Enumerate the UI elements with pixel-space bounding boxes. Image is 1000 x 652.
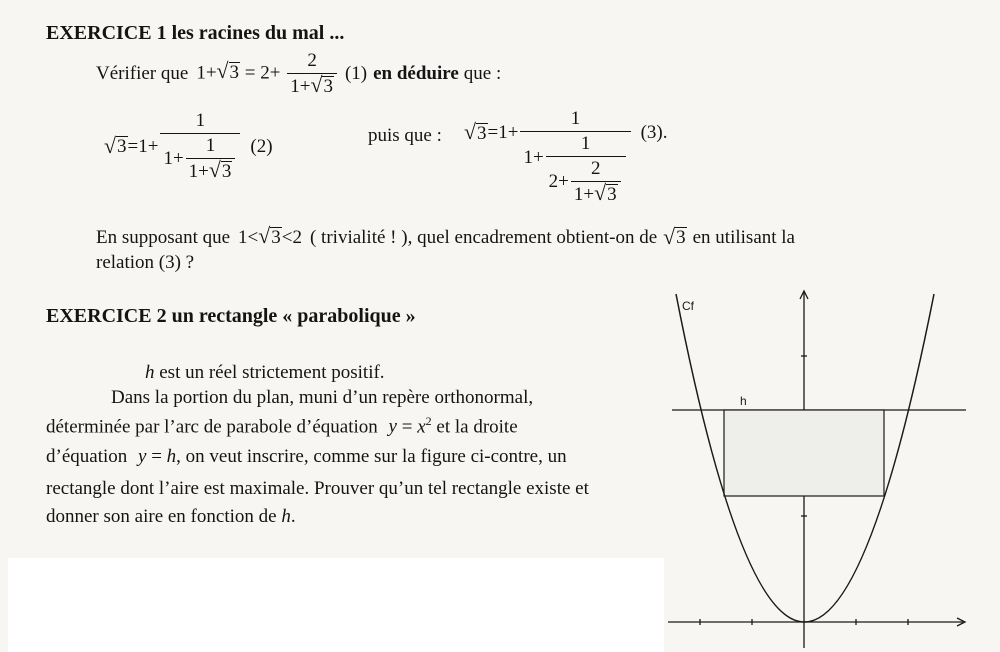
- curve-label: Cf: [682, 299, 694, 313]
- deduce-rest: que :: [463, 63, 502, 84]
- exercise-2-line-4: d’équation y = h, on veut inscrire, comme sur la figure ci-contre, un: [46, 446, 567, 467]
- formula-1: 1+ √ 3 = 2+ 2 1+ √ 3: [196, 50, 339, 98]
- deduce-bold: en déduire: [373, 63, 459, 84]
- formula-3: √ 3 = 1 + 1 1 + 1 2 + 2 1+ √ 3 (3).: [464, 108, 668, 205]
- exercise-1-question-line-2: relation (3) ?: [96, 252, 195, 273]
- h-label: h: [740, 394, 747, 408]
- exercise-1-question-line-1: En supposant que 1< √ 3 <2 ( trivialité ! ), quel encadrement obtient-on de √ 3 en utilisant la: [96, 224, 795, 249]
- equation-2-label: (2): [250, 135, 273, 157]
- exercise-1-title: EXERCICE 1 les racines du mal ...: [46, 22, 345, 44]
- formula-2: √ 3 = 1 + 1 1 + 1 1+ √ 3 (2): [104, 110, 273, 182]
- exercise-2-title: EXERCICE 2 un rectangle « parabolique »: [46, 305, 416, 327]
- equation-1-label: (1): [344, 63, 368, 84]
- exercise-2-line-1: h est un réel strictement positif.: [145, 362, 385, 383]
- exercise-2-line-2: Dans la portion du plan, muni d’un repère orthonormal,: [111, 387, 534, 408]
- equation-3-label: (3).: [640, 122, 668, 143]
- verify-prefix: Vérifier que: [96, 63, 189, 84]
- inequality: 1< √ 3 <2: [238, 224, 302, 248]
- then-text: puis que :: [368, 125, 442, 146]
- inscribed-rectangle: [724, 410, 884, 496]
- exercise-2-line-6: donner son aire en fonction de h.: [46, 506, 296, 527]
- exercise-2-line-3: déterminée par l’arc de parabole d’équation $y = x^2$ et la droite: [46, 414, 518, 438]
- exercise-2-line-5: rectangle dont l’aire est maximale. Prouver qu’un tel rectangle existe et: [46, 478, 589, 499]
